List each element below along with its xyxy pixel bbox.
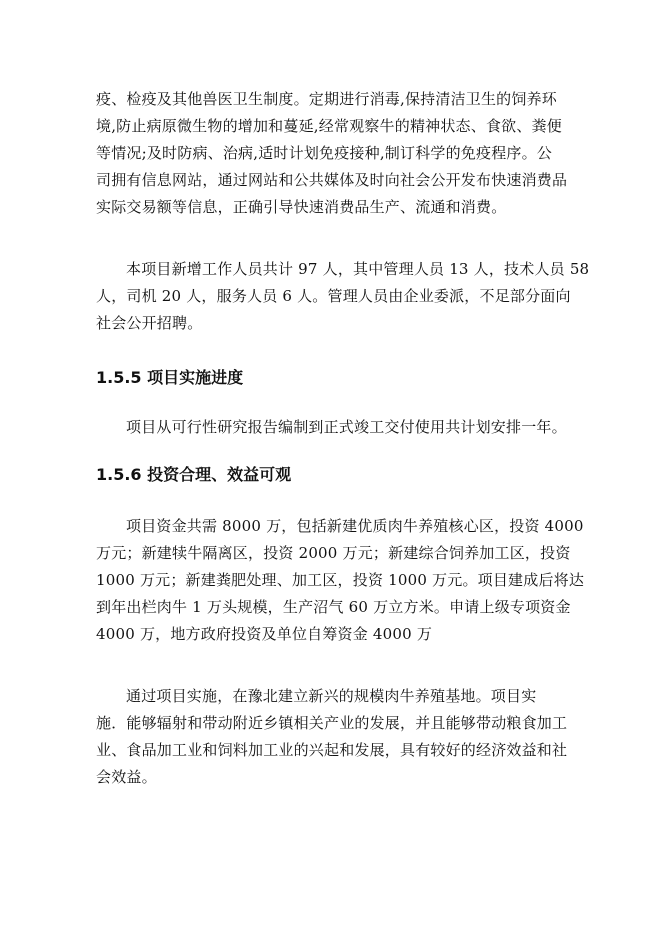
- text-line: 业、食品加工业和饲料加工业的兴起和发展，具有较好的经济效益和社: [96, 741, 568, 759]
- text-line: 会效益。: [96, 768, 157, 786]
- section-heading-1-5-5: 1.5.5 项目实施进度: [96, 368, 244, 387]
- text-line: 司拥有信息网站，通过网站和公共媒体及时向社会公开发布快速消费品: [96, 171, 568, 189]
- text-line: 施．能够辐射和带动附近乡镇相关产业的发展，并且能够带动粮食加工: [96, 714, 568, 732]
- text-line: 4000 万，地方政府投资及单位自筹资金 4000 万: [96, 625, 433, 643]
- paragraph-investment: [96, 513, 585, 648]
- text-line: 等情况;及时防病、治病,适时计划免疫接种,制订科学的免疫程序。公: [96, 144, 552, 162]
- text-line: 本项目新增工作人员共计 97 人，其中管理人员 13 人，技术人员 58: [126, 260, 590, 278]
- text-line: 1000 万元；新建粪肥处理、加工区，投资 1000 万元。项目建成后将达: [96, 571, 585, 589]
- section-heading-1-5-6: 1.5.6 投资合理、效益可观: [96, 465, 292, 484]
- text-line: 实际交易额等信息，正确引导快速消费品生产、流通和消费。: [96, 198, 507, 216]
- paragraph-staffing: [96, 256, 590, 337]
- paragraph-livestock-hygiene: [96, 86, 582, 221]
- paragraph-benefits: [96, 683, 582, 791]
- text-line: 人，司机 20 人，服务人员 6 人。管理人员由企业委派，不足部分面向: [96, 287, 571, 305]
- text-line: 项目从可行性研究报告编制到正式竣工交付使用共计划安排一年。: [126, 418, 567, 436]
- text-line: 通过项目实施，在豫北建立新兴的规模肉牛养殖基地。项目实: [126, 687, 537, 705]
- text-line: 万元；新建犊牛隔离区，投资 2000 万元；新建综合饲养加工区，投资: [96, 544, 571, 562]
- text-line: 项目资金共需 8000 万，包括新建优质肉牛养殖核心区，投资 4000: [126, 517, 584, 535]
- text-line: 境,防止病原微生物的增加和蔓延,经常观察牛的精神状态、食欲、粪便: [96, 117, 562, 135]
- text-line: 到年出栏肉牛 1 万头规模，生产沼气 60 万立方米。申请上级专项资金: [96, 598, 571, 616]
- text-line: 社会公开招聘。: [96, 314, 203, 332]
- text-line: 疫、检疫及其他兽医卫生制度。定期进行消毒,保持清洁卫生的饲养环: [96, 90, 557, 108]
- paragraph-schedule: [96, 414, 582, 441]
